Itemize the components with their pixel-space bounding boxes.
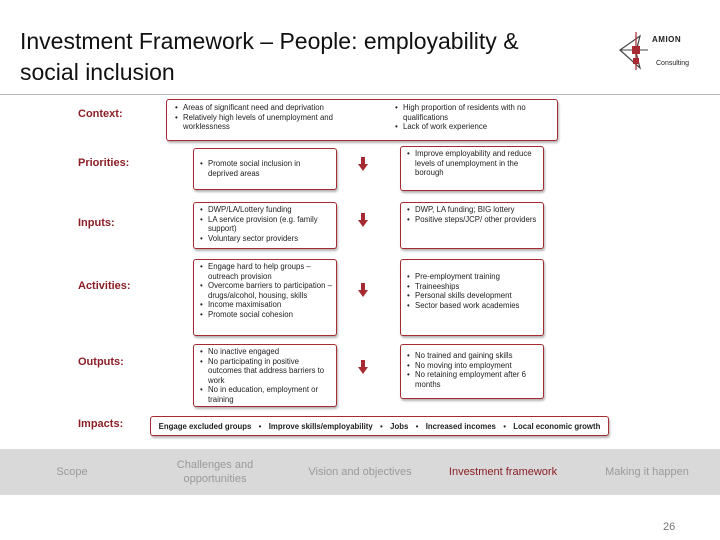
activities-left-list xyxy=(198,262,332,320)
nav-item-scope[interactable]: Scope xyxy=(56,466,88,478)
list-item: • Positive steps/JCP/ other providers xyxy=(415,215,539,225)
priorities-left-list xyxy=(198,159,332,178)
inputs-right-list xyxy=(405,205,539,224)
list-item: • Engage hard to help groups – outreach provision xyxy=(208,262,332,281)
list-item: • Overcome barriers to participation – drugs/alcohol, housing, skills xyxy=(208,281,332,300)
list-item: • Promote social inclusion in deprived areas xyxy=(208,159,332,178)
inputs-left-box xyxy=(193,202,337,249)
label-outputs: Outputs: xyxy=(78,356,124,368)
list-item: • LA service provision (e.g. family support) xyxy=(208,215,332,234)
impact-separator: • xyxy=(258,421,262,431)
page-title-line-2: social inclusion xyxy=(20,59,175,85)
impact-item: Jobs xyxy=(390,421,409,431)
nav-item-investment-framework[interactable]: Investment framework xyxy=(448,466,558,478)
logo-subtitle: Consulting xyxy=(656,60,690,67)
nav-item-making-it-happen[interactable]: Making it happen xyxy=(605,466,689,478)
outputs-left-box xyxy=(193,344,337,407)
down-arrow-icon xyxy=(358,283,368,297)
label-priorities: Priorities: xyxy=(78,157,130,169)
list-item: • Voluntary sector providers xyxy=(208,234,332,244)
activities-right-box xyxy=(400,259,544,336)
outputs-right-box xyxy=(400,344,544,399)
impact-separator: • xyxy=(380,421,383,431)
inputs-right-box xyxy=(400,202,544,249)
inputs-left-list xyxy=(198,205,332,243)
list-item: • Areas of significant need and deprivation xyxy=(183,103,353,113)
list-item: • Personal skills development xyxy=(415,291,539,301)
list-item: • No retaining employment after 6 months xyxy=(415,370,539,389)
priorities-right-list xyxy=(405,149,539,178)
list-item: • No trained and gaining skills xyxy=(415,351,539,361)
priorities-right-box xyxy=(400,146,544,191)
label-context: Context: xyxy=(78,108,123,120)
context-left-list xyxy=(173,103,353,132)
context-box xyxy=(166,99,558,141)
list-item: • DWP/LA/Lottery funding xyxy=(208,205,332,215)
list-item: • Relatively high levels of unemployment and worklessness xyxy=(183,113,353,132)
logo-name: AMION xyxy=(652,35,682,44)
activities-right-list xyxy=(405,272,539,310)
list-item: • No inactive engaged xyxy=(208,347,332,357)
nav-item-challenges[interactable]: Challenges and opportunities xyxy=(176,459,254,485)
page-title-line-1: Investment Framework – People: employability & xyxy=(20,28,519,54)
list-item: • DWP, LA funding; BIG lottery xyxy=(415,205,539,215)
page-number: 26 xyxy=(663,521,676,533)
list-item: • No participating in positive outcomes that address barriers to work xyxy=(208,357,332,386)
impact-separator: • xyxy=(415,421,419,431)
amion-logo xyxy=(610,22,706,80)
list-item: • High proportion of residents with no qualifications xyxy=(403,103,553,122)
impact-item: Improve skills/employability xyxy=(268,421,373,431)
header-divider xyxy=(0,94,720,95)
list-item: • Promote social cohesion xyxy=(208,310,332,320)
activities-left-box xyxy=(193,259,337,336)
list-item: • Traineeships xyxy=(415,282,539,292)
impact-item: Local economic growth xyxy=(513,421,601,431)
impact-separator: • xyxy=(503,421,506,431)
context-right-list xyxy=(393,103,553,132)
list-item: • Lack of work experience xyxy=(403,122,553,132)
label-activities: Activities: xyxy=(78,280,131,292)
impact-item: Engage excluded groups xyxy=(158,421,252,431)
priorities-left-box xyxy=(193,148,337,190)
down-arrow-icon xyxy=(358,213,368,227)
compass-logo-icon xyxy=(610,22,706,80)
down-arrow-icon xyxy=(358,360,368,374)
down-arrow-icon xyxy=(358,157,368,171)
outputs-left-list xyxy=(198,347,332,405)
impacts-box xyxy=(150,416,609,436)
list-item: • Sector based work academies xyxy=(415,301,539,311)
list-item: • Income maximisation xyxy=(208,300,332,310)
list-item: • No moving into employment xyxy=(415,361,539,371)
impact-item: Increased incomes xyxy=(425,421,496,431)
list-item: • No in education, employment or training xyxy=(208,385,332,404)
page-title xyxy=(20,26,600,88)
list-item: • Improve employability and reduce levels of unemployment in the borough xyxy=(415,149,539,178)
list-item: • Pre-employment training xyxy=(415,272,539,282)
nav-item-vision[interactable]: Vision and objectives xyxy=(308,466,412,478)
label-impacts: Impacts: xyxy=(78,418,124,430)
outputs-right-list xyxy=(405,351,539,389)
label-inputs: Inputs: xyxy=(78,217,115,229)
